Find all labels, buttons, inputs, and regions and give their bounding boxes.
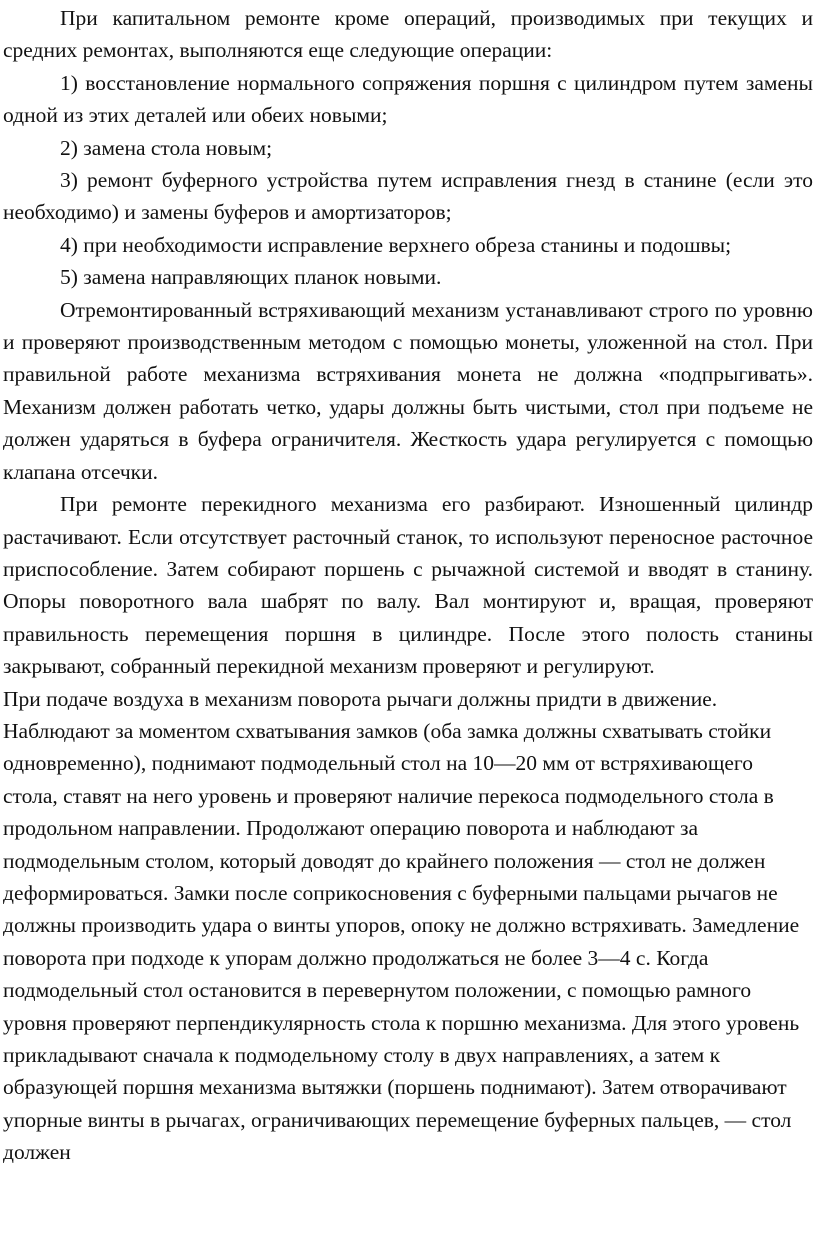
paragraph-air-supply: При подаче воздуха в механизм поворота рычаги должны придти в движение. Наблюдают за моментом схватывания замков (оба замка должны схватывать стойки одновременно), поднимают подмодельный стол на 10—20 мм от встряхивающего стола, ставят на него уровень и проверяют наличие перекоса подмодельного стола в продольном направлении. Продолжают операцию поворота и наблюдают за подмодельным столом, который доводят до крайнего положения — стол не должен деформироваться. Замки после соприкосновения с буферными пальцами рычагов не должны производить удара о винты упоров, опоку не должно встряхивать. Замедление поворота при подходе к упорам должно продолжаться не более 3—4 с. Когда подмодельный стол остановится в перевернутом положении, с помощью рамного уровня проверяют перпендикулярность стола к поршню механизма. Для этого уровень прикладывают сначала к подмодельному столу в двух направлениях, а затем к образующей поршня механизма вытяжки (поршень поднимают). Затем отворачивают упорные винты в рычагах, ограничивающих перемещение буферных пальцев, — стол должен xyxy=(3,686,800,1165)
document-body-ragged xyxy=(3,683,813,1169)
document-body-justified xyxy=(3,0,813,683)
paragraph-shaking-mechanism: Отремонтированный встряхивающий механизм устанавливают строго по уровню и проверяют производственным методом с помощью монеты, уложенной на стол. При правильной работе механизма встряхивания монета не должна «подпрыгивать». Механизм должен работать четко, удары должны быть чистыми, стол при подъеме не должен ударяться в буфера ограничителя. Жесткость удара регулируется с помощью клапана отсечки. xyxy=(3,297,813,484)
list-item-5: 5) замена направляющих планок новыми. xyxy=(60,265,442,290)
list-item-3: 3) ремонт буферного устройства путем исправления гнезд в станине (если это необходимо) и замены буферов и амортизаторов; xyxy=(3,168,813,225)
list-item-1: 1) восстановление нормального сопряжения поршня с цилиндром путем замены одной из этих деталей или обеих новыми; xyxy=(3,70,813,128)
paragraph-turnover-mechanism: При ремонте перекидного механизма его разбирают. Изношенный цилиндр растачивают. Если отсутствует расточный станок, то используют переносное расточное приспособление. Затем собирают поршень с рычажной системой и вводят в станину. Опоры поворотного вала шабрят по валу. Вал монтируют и, вращая, проверяют правильность перемещения поршня в цилиндре. После этого полость станины закрывают, собранный перекидной механизм проверяют и регулируют. xyxy=(3,492,813,679)
list-item-2: 2) замена стола новым; xyxy=(60,135,273,160)
list-item-4: 4) при необходимости исправление верхнего обреза станины и подошвы; xyxy=(60,232,732,257)
paragraph-intro: При капитальном ремонте кроме операций, производимых при текущих и средних ремонтах, выполняются еще следующие операции: xyxy=(3,6,813,63)
